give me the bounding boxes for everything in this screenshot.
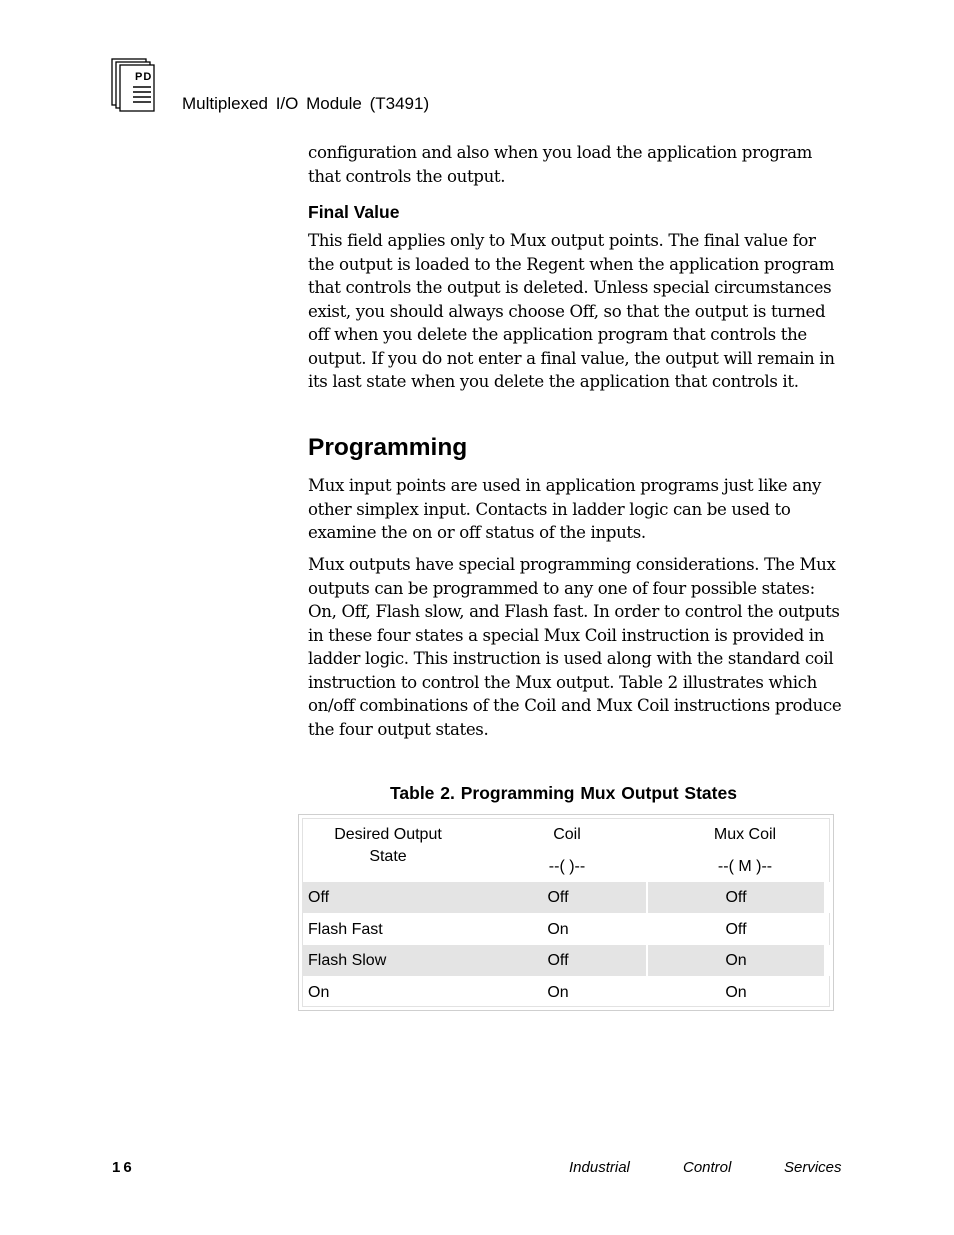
footer-company-word-3: Services bbox=[784, 1159, 842, 1176]
cell-coil: Off bbox=[470, 882, 646, 913]
header-mux-coil bbox=[658, 824, 832, 878]
header-mux-coil-symbol: --( M )-- bbox=[717, 858, 773, 875]
programming-paragraph-2: Mux outputs have special programming considerations. The Mux outputs can be programmed to any one of four possible states: On, Off, Flash slow, and Flash fast. In order to control the outputs in these four states a special Mux Coil instruction is provided in ladder logic. This instruction is used along with the standard coil instruction to control the Mux output. Table 2 illustrates which on/off combinations of the Coil and Mux Coil instructions produce the four output states. bbox=[308, 555, 842, 739]
cell-state: Flash Fast bbox=[308, 921, 383, 938]
intro-paragraph: configuration and also when you load the application program that controls the output. bbox=[308, 143, 813, 186]
cell-coil: Off bbox=[470, 945, 646, 976]
final-value-paragraph: This field applies only to Mux output points. The final value for the output is loaded to the Regent when the application program that controls the output is deleted. Unless special circumstances exist, you should always choose Off, so that the output is turned off when you delete the application program that controls the output. If you do not enter a final value, the output will remain in its last state when you delete the application that controls it. bbox=[308, 231, 835, 391]
header-desired-output-state bbox=[308, 824, 468, 868]
cell-state: On bbox=[308, 984, 330, 1001]
cell-coil: On bbox=[547, 984, 569, 1001]
cell-mux-coil: On bbox=[725, 984, 747, 1001]
programming-paragraph-1: Mux input points are used in application programs just like any other simplex input. Contacts in ladder logic can be used to examine the on or off status of the inputs. bbox=[308, 476, 822, 542]
header-coil-symbol: --( )-- bbox=[548, 858, 586, 875]
programming-heading: Programming bbox=[308, 434, 468, 461]
table-row bbox=[302, 945, 830, 976]
cell-state: Off bbox=[302, 882, 474, 913]
final-value-heading: Final Value bbox=[308, 202, 400, 222]
cell-coil: On bbox=[547, 921, 569, 938]
header-state-line2: State bbox=[369, 848, 407, 865]
page-number: 16 bbox=[112, 1159, 135, 1176]
table-caption: Table 2. Programming Mux Output States bbox=[390, 783, 737, 803]
cell-mux-coil: Off bbox=[648, 882, 824, 913]
table-row bbox=[302, 977, 830, 1008]
header-state-line1: Desired Output bbox=[334, 826, 442, 843]
header-coil bbox=[480, 824, 654, 878]
footer-company-word-1: Industrial bbox=[569, 1159, 630, 1176]
cell-mux-coil: Off bbox=[725, 921, 747, 938]
pd-logo-icon bbox=[111, 58, 159, 114]
header-mux-coil-label: Mux Coil bbox=[713, 826, 777, 843]
table-row bbox=[302, 914, 830, 945]
table-row bbox=[302, 882, 830, 913]
cell-mux-coil: On bbox=[648, 945, 824, 976]
logo-text: PD bbox=[135, 71, 153, 83]
running-header-title: Multiplexed I/O Module (T3491) bbox=[182, 94, 430, 113]
cell-state: Flash Slow bbox=[302, 945, 474, 976]
footer-company-word-2: Control bbox=[683, 1159, 732, 1176]
header-coil-label: Coil bbox=[553, 826, 581, 843]
